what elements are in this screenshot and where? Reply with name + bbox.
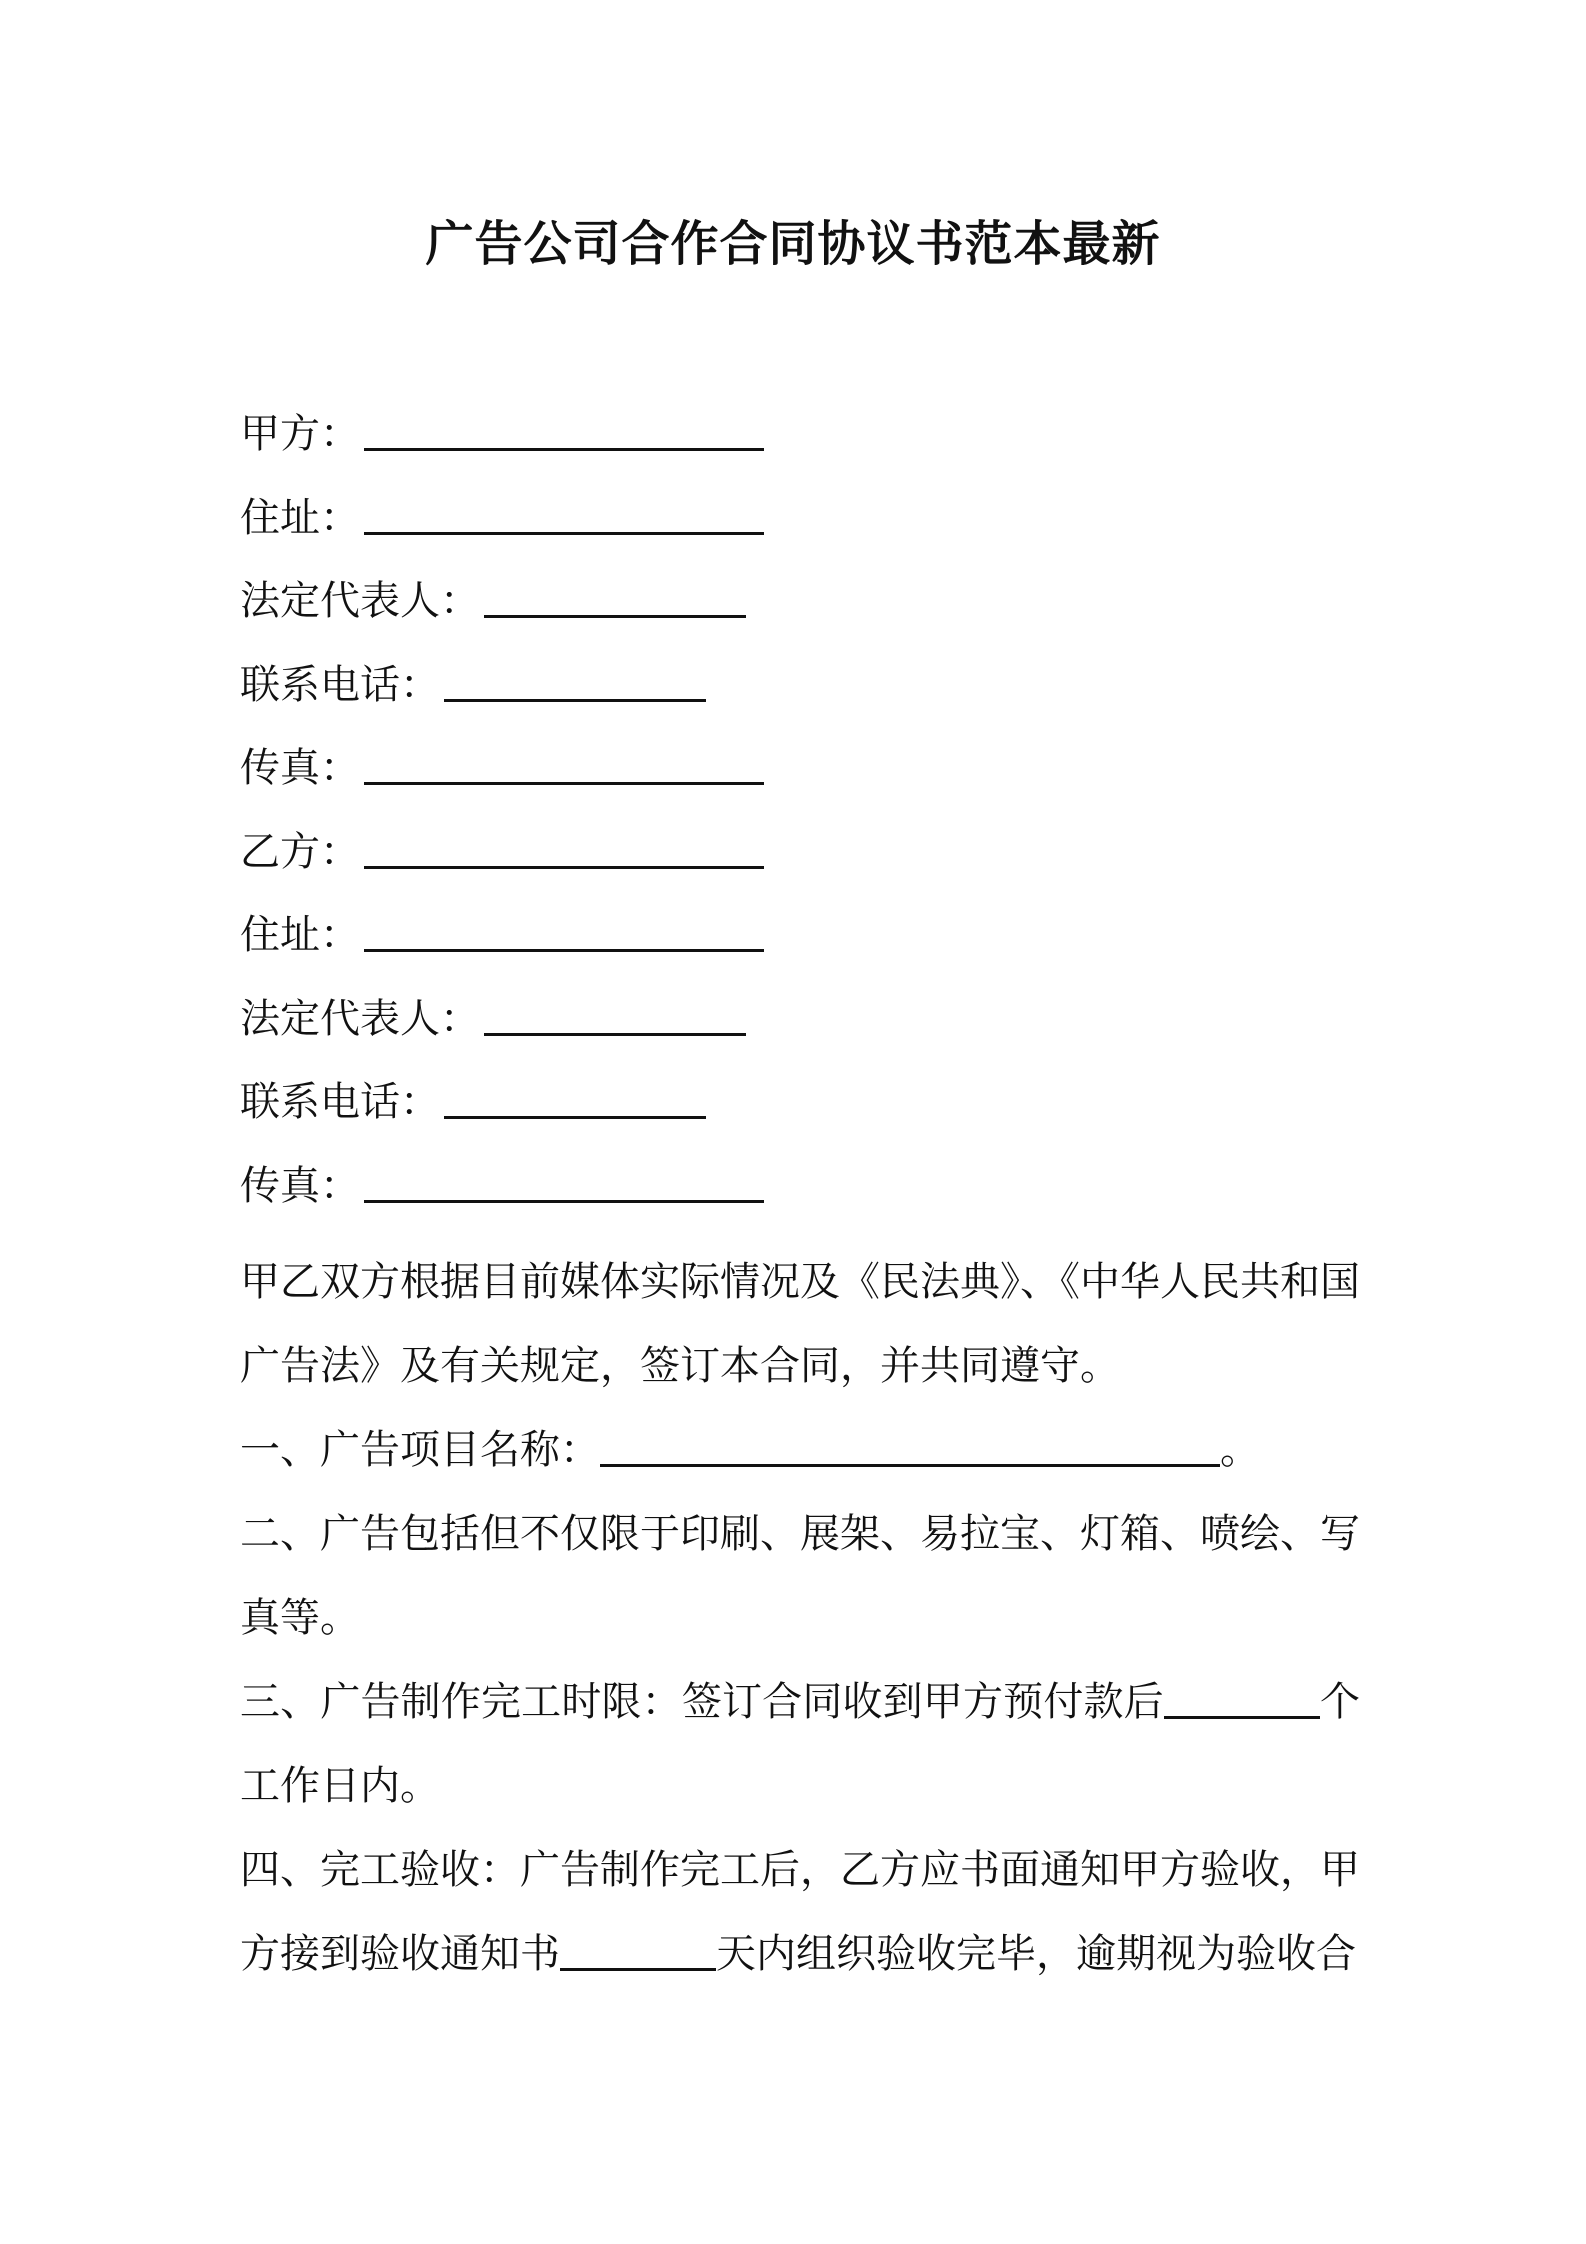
party-b-phone-field [240,1072,1360,1156]
clause-2: 二、广告包括但不仅限于印刷、展架、易拉宝、灯箱、喷绘、写真等。 [240,1511,1360,1641]
party-fields [240,404,1360,1239]
party-b-address-field [240,905,1360,989]
party-a-phone-blank[interactable] [444,655,706,702]
party-a-address-field [240,488,1360,572]
party-b-legal-rep-label: 法定代表人： [240,995,480,1042]
party-a-fax-field [240,738,1360,822]
party-a-address-blank[interactable] [364,488,764,535]
party-b-name-field [240,822,1360,906]
party-b-legal-rep-blank[interactable] [484,989,746,1036]
clause-1 [240,1408,1360,1492]
party-a-name-blank[interactable] [364,404,764,451]
clause-4-before: 四、完工验收：广告制作完工后，乙方应书面通知甲方验收，甲方接到验收通知书 [240,1847,1360,1977]
party-a-legal-rep-field [240,571,1360,655]
clause-1-text: 一、广告项目名称： [240,1427,600,1473]
clause-3 [240,1660,1360,1828]
party-b-phone-blank[interactable] [444,1072,706,1119]
party-a-fax-label: 传真： [240,745,360,791]
party-a-legal-rep-label: 法定代表人： [240,578,480,624]
party-b-fax-label: 传真： [240,1162,360,1209]
party-a-name-label: 甲方： [240,411,360,457]
party-a-name-field [240,404,1360,488]
party-b-legal-rep-field [240,989,1360,1073]
clause-3-after: 个工作日内。 [240,1679,1361,1809]
party-b-phone-label: 联系电话： [240,1079,440,1125]
document-title: 广告公司合作合同协议书范本最新 [425,216,1161,272]
contract-body [240,1240,1360,1996]
party-a-address-label: 住址： [240,494,360,541]
intro-paragraph: 甲乙双方根据目前媒体实际情况及《民法典》、《中华人民共和国广告法》及有关规定，签订本合同，并共同遵守。 [240,1259,1360,1389]
party-b-fax-blank[interactable] [364,1156,764,1203]
party-a-legal-rep-blank[interactable] [484,571,746,618]
party-a-phone-field [240,655,1360,739]
clause-3-days-blank[interactable] [1164,1672,1320,1719]
party-a-phone-label: 联系电话： [240,661,440,708]
clause-1-end: 。 [1220,1427,1260,1473]
party-b-name-blank[interactable] [364,822,764,869]
party-a-fax-blank[interactable] [364,738,764,785]
party-b-name-label: 乙方： [240,828,360,875]
clause-4-days-blank[interactable] [560,1924,716,1971]
party-b-address-blank[interactable] [364,905,764,952]
party-b-address-label: 住址： [240,912,360,958]
party-b-fax-field [240,1156,1360,1240]
clause-1-project-name-blank[interactable] [600,1420,1220,1467]
clause-3-before: 三、广告制作完工时限：签订合同收到甲方预付款后 [240,1679,1164,1725]
clause-4 [240,1828,1360,1996]
clause-4-after: 天内组织验收完毕，逾期视为验收合 [716,1931,1356,1977]
